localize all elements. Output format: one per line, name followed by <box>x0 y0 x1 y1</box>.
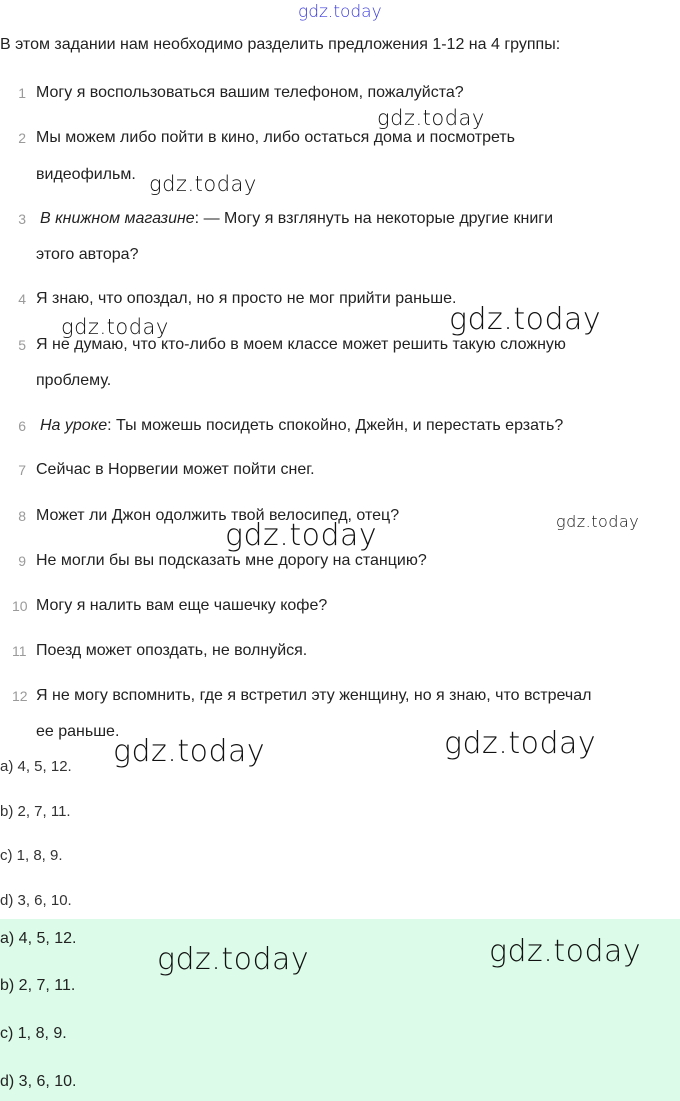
sentence-text: Могу я воспользоваться вашим телефоном, пожалуйста? <box>36 84 464 101</box>
sentence-text: : — Могу я взглянуть на некоторые другие книги <box>194 210 554 227</box>
watermark: gdz.today <box>113 734 266 769</box>
final-answer-d: d) 3, 6, 10. <box>0 1073 77 1090</box>
sentence-number: 10 <box>12 598 28 614</box>
answer-d: d) 3, 6, 10. <box>0 892 72 909</box>
sentence-number: 5 <box>18 337 26 353</box>
intro-text: В этом задании нам необходимо разделить предложения 1-12 на 4 группы: <box>0 36 561 53</box>
answer-a: a) 4, 5, 12. <box>0 758 72 775</box>
sentence-number: 2 <box>18 130 26 146</box>
sentence-number: 7 <box>18 462 26 478</box>
sentence-continuation: видеофильм. <box>36 166 136 183</box>
final-answer-b: b) 2, 7, 11. <box>0 977 76 994</box>
sentence-number: 8 <box>18 508 26 524</box>
sentence-number: 4 <box>18 291 26 307</box>
sentence-context: На уроке <box>40 417 108 434</box>
watermark: gdz.today <box>489 934 642 969</box>
sentence-number: 11 <box>12 643 27 659</box>
watermark: gdz.today <box>61 315 169 339</box>
sentence-number: 3 <box>18 211 26 227</box>
sentence-text: Сейчас в Норвегии может пойти снег. <box>36 461 315 478</box>
final-answer-a: a) 4, 5, 12. <box>0 930 77 947</box>
sentence-number: 12 <box>12 688 28 704</box>
watermark: gdz.today <box>556 512 640 531</box>
header-watermark: gdz.today <box>298 2 382 22</box>
sentence-text: Поезд может опоздать, не волнуйся. <box>36 642 308 659</box>
watermark: gdz.today <box>377 106 485 130</box>
sentence-text: Не могли бы вы подсказать мне дорогу на станцию? <box>36 552 427 569</box>
sentence-number: 9 <box>18 553 26 569</box>
watermark: gdz.today <box>225 518 378 553</box>
sentence-continuation: ее раньше. <box>36 723 120 740</box>
sentence-text: Я не могу вспомнить, где я встретил эту женщину, но я знаю, что встречал <box>36 687 592 704</box>
watermark: gdz.today <box>444 726 597 761</box>
watermark: gdz.today <box>157 942 310 977</box>
watermark: gdz.today <box>149 172 257 196</box>
sentence-text: Могу я налить вам еще чашечку кофе? <box>36 597 328 614</box>
answer-b: b) 2, 7, 11. <box>0 803 71 820</box>
sentence-continuation: проблему. <box>36 372 112 389</box>
sentence-text: Может ли Джон одолжить твой велосипед, отец? <box>36 507 400 524</box>
sentence-context: В книжном магазине <box>40 210 195 227</box>
sentence-number: 6 <box>18 418 26 434</box>
sentence-number: 1 <box>18 85 26 101</box>
sentence-continuation: этого автора? <box>36 246 139 263</box>
answer-c: c) 1, 8, 9. <box>0 847 63 864</box>
sentence-text: Я знаю, что опоздал, но я просто не мог прийти раньше. <box>36 290 457 307</box>
sentence-text: : Ты можешь посидеть спокойно, Джейн, и перестать ерзать? <box>107 417 564 434</box>
watermark: gdz.today <box>449 302 602 337</box>
final-answer-c: c) 1, 8, 9. <box>0 1025 67 1042</box>
sentence-text: Я не думаю, что кто-либо в моем классе может решить такую сложную <box>36 336 566 353</box>
sentence-text: Мы можем либо пойти в кино, либо остаться дома и посмотреть <box>36 129 516 146</box>
